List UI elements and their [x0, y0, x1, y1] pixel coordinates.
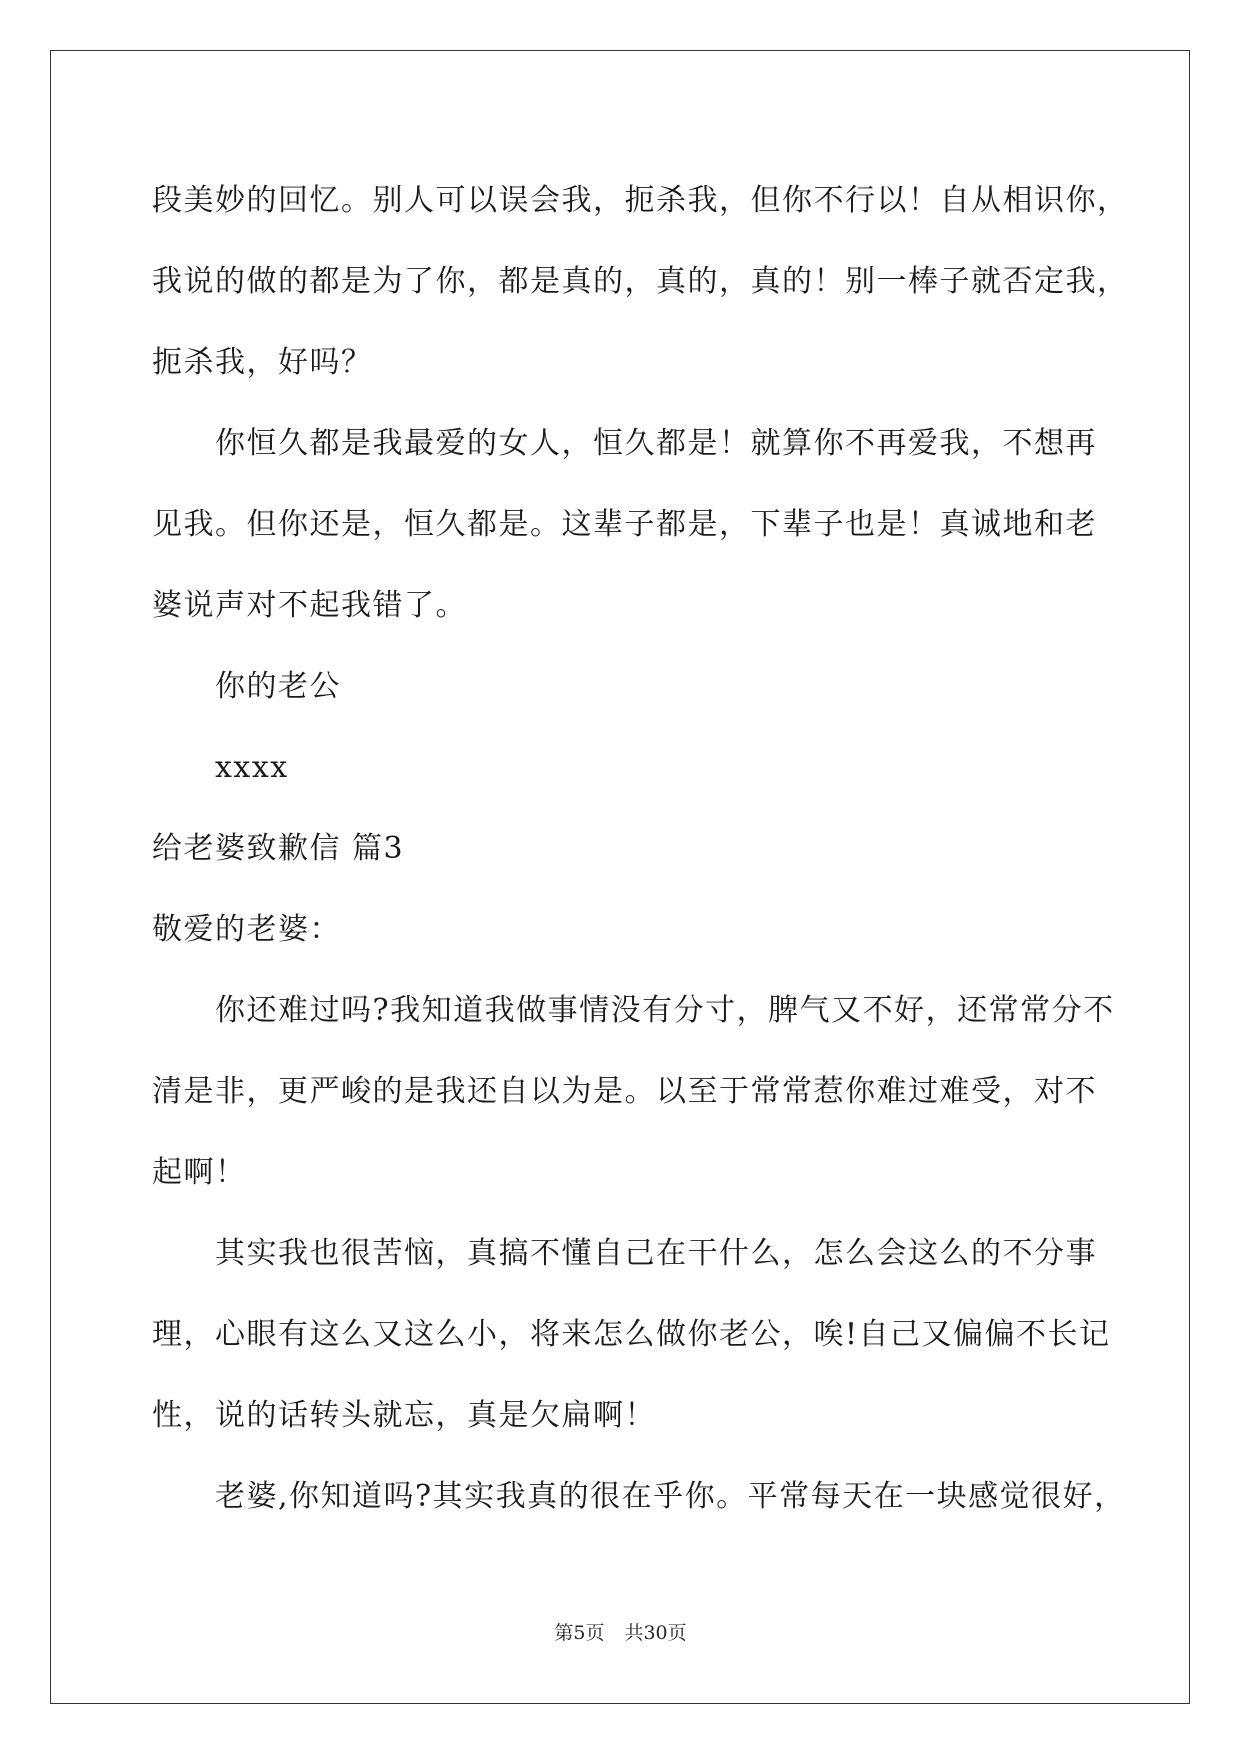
paragraph-line: 见我。但你还是，恒久都是。这辈子都是，下辈子也是！真诚地和老	[152, 507, 1097, 542]
paragraph-line: 理，心眼有这么又这么小，将来怎么做你老公，唉!自己又偏偏不长记	[152, 1317, 1111, 1352]
page-number: 第5页	[554, 1622, 605, 1644]
section-heading: 给老婆致歉信 篇3	[152, 831, 405, 866]
paragraph-line: 我说的做的都是为了你，都是真的，真的，真的！别一棒子就否定我，	[152, 264, 1129, 299]
paragraph-line: 婆说声对不起我错了。	[152, 588, 467, 623]
paragraph-line: 段美妙的回忆。别人可以误会我，扼杀我，但你不行以！自从相识你，	[152, 183, 1129, 218]
signature-name: xxxx	[215, 750, 289, 785]
paragraph-line: 其实我也很苦恼，真搞不懂自己在干什么，怎么会这么的不分事	[215, 1236, 1097, 1271]
paragraph-line: 你恒久都是我最爱的女人，恒久都是！就算你不再爱我，不想再	[215, 426, 1097, 461]
paragraph-line: 性，说的话转头就忘，真是欠扁啊！	[152, 1398, 656, 1433]
page-total: 共30页	[624, 1622, 687, 1644]
document-body	[152, 160, 1129, 1537]
paragraph-line: 扼杀我，好吗？	[152, 345, 373, 380]
paragraph-line: 老婆,你知道吗?其实我真的很在乎你。平常每天在一块感觉很好，	[215, 1479, 1126, 1514]
page-footer	[0, 1618, 1241, 1645]
paragraph-line: 清是非，更严峻的是我还自以为是。以至于常常惹你难过难受，对不	[152, 1074, 1097, 1109]
signature-line: 你的老公	[215, 669, 341, 704]
salutation: 敬爱的老婆：	[152, 912, 341, 947]
paragraph-line: 起啊！	[152, 1155, 247, 1190]
paragraph-line: 你还难过吗?我知道我做事情没有分寸，脾气又不好，还常常分不	[215, 993, 1115, 1028]
